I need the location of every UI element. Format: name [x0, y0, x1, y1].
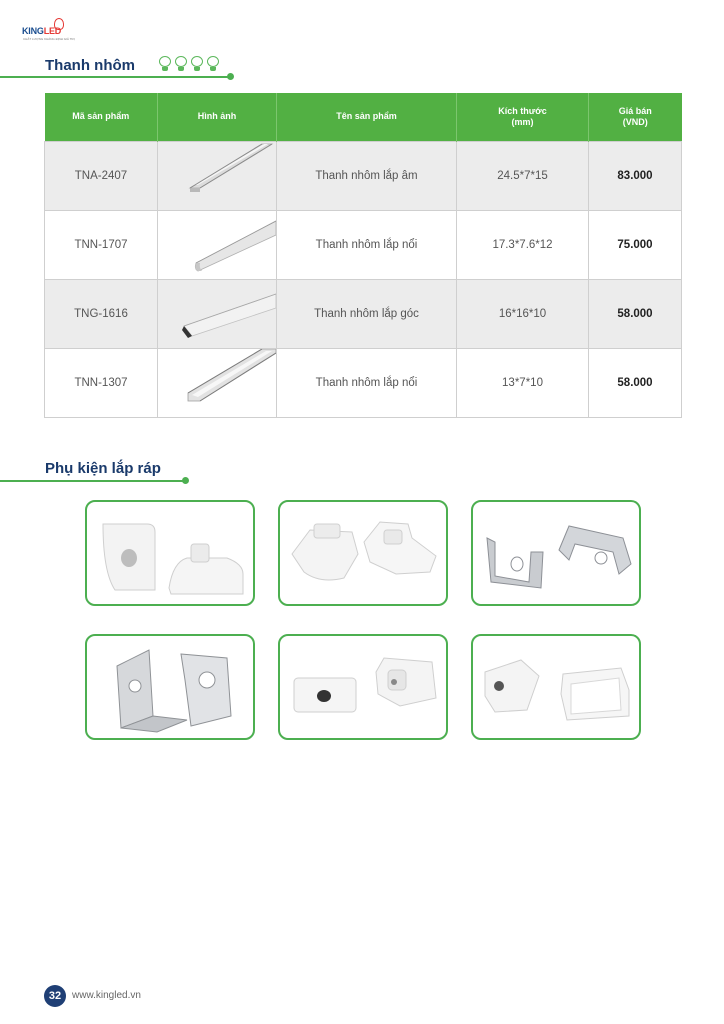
- cell-code: TNG-1616: [45, 279, 158, 348]
- cell-image: [158, 141, 277, 210]
- cell-price: 58.000: [589, 348, 682, 417]
- bulb-icon: [190, 56, 204, 72]
- bulb-icon: [174, 56, 188, 72]
- cell-size: 16*16*10: [457, 279, 589, 348]
- section-title-accessories: Phụ kiện lắp ráp: [45, 460, 161, 477]
- metal-clip-image: [473, 502, 639, 604]
- square-cap-image: [473, 636, 639, 738]
- cell-image: [158, 348, 277, 417]
- cell-image: [158, 210, 277, 279]
- cell-name: Thanh nhôm lắp âm: [277, 141, 457, 210]
- cell-code: TNN-1707: [45, 210, 158, 279]
- aluminum-profile-image: [158, 280, 276, 348]
- header-name: Tên sản phẩm: [277, 93, 457, 141]
- logo-text-accent: LED: [43, 26, 62, 36]
- cell-name: Thanh nhôm lắp nổi: [277, 348, 457, 417]
- cell-size: 17.3*7.6*12: [457, 210, 589, 279]
- accessory-card-end-cap-round: [85, 500, 255, 606]
- cell-size: 24.5*7*15: [457, 141, 589, 210]
- cell-name: Thanh nhôm lắp nổi: [277, 210, 457, 279]
- product-table: [44, 93, 682, 418]
- cell-price: 58.000: [589, 279, 682, 348]
- table-row: [45, 279, 682, 348]
- aluminum-profile-image: [158, 142, 276, 210]
- section-underline-dot: [227, 73, 234, 80]
- table-header-row: [45, 93, 682, 141]
- header-image: Hình ảnh: [158, 93, 277, 141]
- accessory-card-mounting-bracket: [85, 634, 255, 740]
- cell-code: TNN-1307: [45, 348, 158, 417]
- kingled-logo: [22, 18, 75, 41]
- aluminum-profile-image: [158, 211, 276, 279]
- cell-image: [158, 279, 277, 348]
- bulb-icons: [158, 56, 220, 72]
- end-cap-hole-image: [280, 636, 446, 738]
- section-title-aluminum: Thanh nhôm: [45, 57, 135, 74]
- cell-code: TNA-2407: [45, 141, 158, 210]
- accessory-card-end-cap-flat: [278, 500, 448, 606]
- table-row: [45, 210, 682, 279]
- logo-text: KING: [22, 26, 44, 36]
- aluminum-profile-image: [158, 349, 276, 417]
- cell-price: 83.000: [589, 141, 682, 210]
- header-price: Giá bán (VND): [589, 93, 682, 141]
- end-cap-flat-image: [280, 502, 446, 604]
- accessory-card-end-cap-hole: [278, 634, 448, 740]
- cell-size: 13*7*10: [457, 348, 589, 417]
- table-row: [45, 348, 682, 417]
- section-underline: [0, 76, 230, 78]
- section-underline: [0, 480, 184, 482]
- page-number: 32: [44, 985, 66, 1007]
- logo-tagline: CHẤT LƯỢNG KHẲNG ĐỊNH GIÁ TRỊ: [23, 37, 75, 41]
- mounting-bracket-image: [87, 636, 253, 738]
- bulb-icon: [206, 56, 220, 72]
- website-link[interactable]: www.kingled.vn: [72, 990, 141, 1001]
- bulb-icon: [158, 56, 172, 72]
- cell-price: 75.000: [589, 210, 682, 279]
- accessory-card-square-cap: [471, 634, 641, 740]
- accessory-card-metal-clip: [471, 500, 641, 606]
- cell-name: Thanh nhôm lắp góc: [277, 279, 457, 348]
- header-code: Mã sản phẩm: [45, 93, 158, 141]
- table-row: [45, 141, 682, 210]
- section-underline-dot: [182, 477, 189, 484]
- header-size: Kích thước (mm): [457, 93, 589, 141]
- end-cap-round-image: [87, 502, 253, 604]
